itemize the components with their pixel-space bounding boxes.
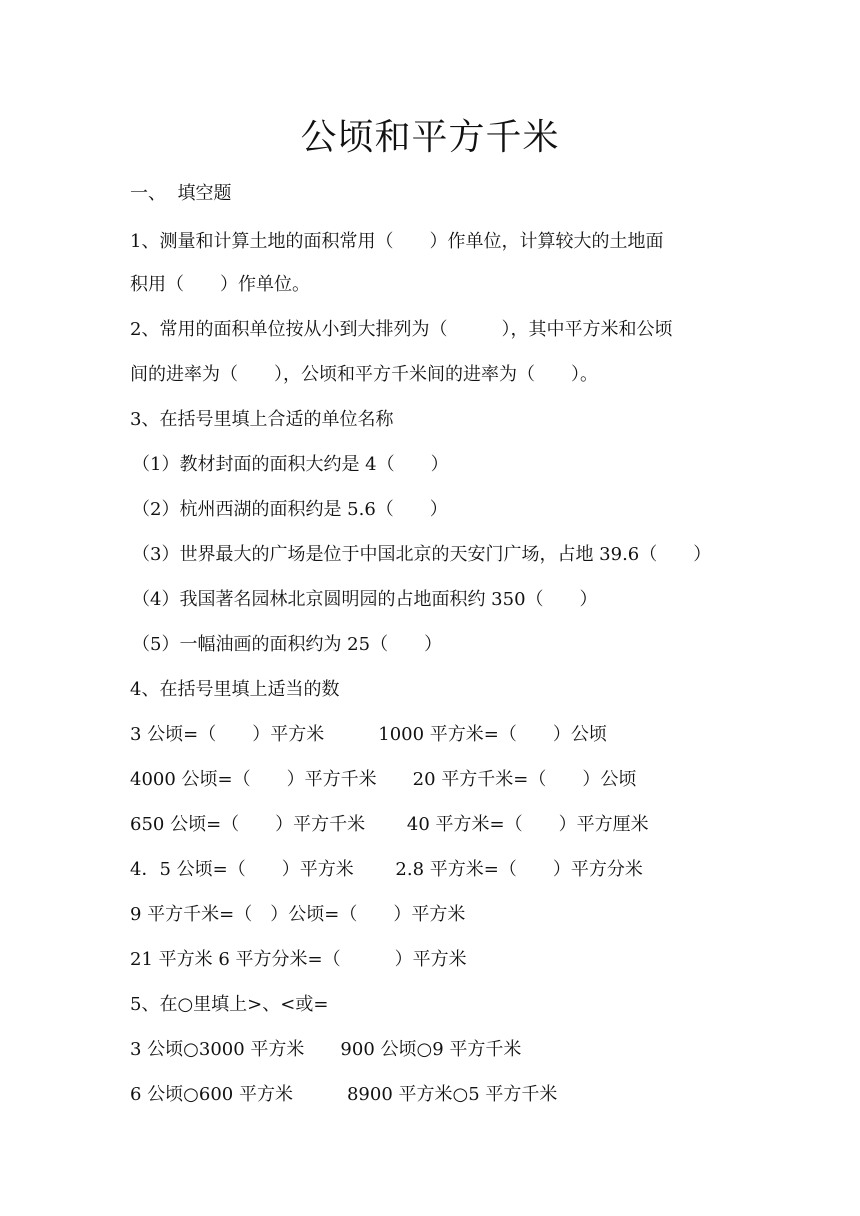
question-5-row-1: 3 公顷○3000 平方米 900 公顷○9 平方千米 — [130, 1039, 522, 1060]
question-4-row-3: 650 公顷=（ ）平方千米 40 平方米=（ ）平方厘米 — [130, 814, 649, 835]
question-1-line-2: 积用（ ）作单位。 — [130, 274, 310, 295]
question-4-row-6: 21 平方米 6 平方分米=（ ）平方米 — [130, 949, 467, 970]
question-3-item-5: （5）一幅油画的面积约为 25（ ） — [132, 634, 443, 655]
question-4-row-2: 4000 公顷=（ ）平方千米 20 平方千米=（ ）公顷 — [130, 769, 637, 790]
question-3-item-4: （4）我国著名园林北京圆明园的占地面积约 350（ ） — [132, 589, 598, 610]
question-3-item-1: （1）教材封面的面积大约是 4（ ） — [132, 454, 449, 475]
question-3-item-2: （2）杭州西湖的面积约是 5.6（ ） — [132, 499, 448, 520]
question-2-line-2: 间的进率为（ ），公顷和平方千米间的进率为（ ）。 — [130, 364, 598, 385]
question-4-row-4: 4．5 公顷=（ ）平方米 2.8 平方米=（ ）平方分米 — [130, 859, 643, 880]
question-4-heading: 4、在括号里填上适当的数 — [130, 679, 340, 700]
question-4-row-1: 3 公顷=（ ）平方米 1000 平方米=（ ）公顷 — [130, 724, 607, 745]
question-3-heading: 3、在括号里填上合适的单位名称 — [130, 409, 394, 430]
question-5-heading: 5、在○里填上>、<或= — [130, 994, 329, 1015]
question-3-item-3: （3）世界最大的广场是位于中国北京的天安门广场，占地 39.6（ ） — [132, 544, 712, 565]
section-heading: 一、 填空题 — [130, 183, 232, 204]
question-4-row-5: 9 平方千米=（ ）公顷=（ ）平方米 — [130, 904, 466, 925]
question-2-line-1: 2、常用的面积单位按从小到大排列为（ ），其中平方米和公顷 — [130, 319, 673, 340]
question-5-row-2: 6 公顷○600 平方米 8900 平方米○5 平方千米 — [130, 1084, 558, 1105]
page-title: 公顷和平方千米 — [300, 117, 560, 158]
question-1-line-1: 1、测量和计算土地的面积常用（ ）作单位，计算较大的土地面 — [130, 231, 664, 252]
